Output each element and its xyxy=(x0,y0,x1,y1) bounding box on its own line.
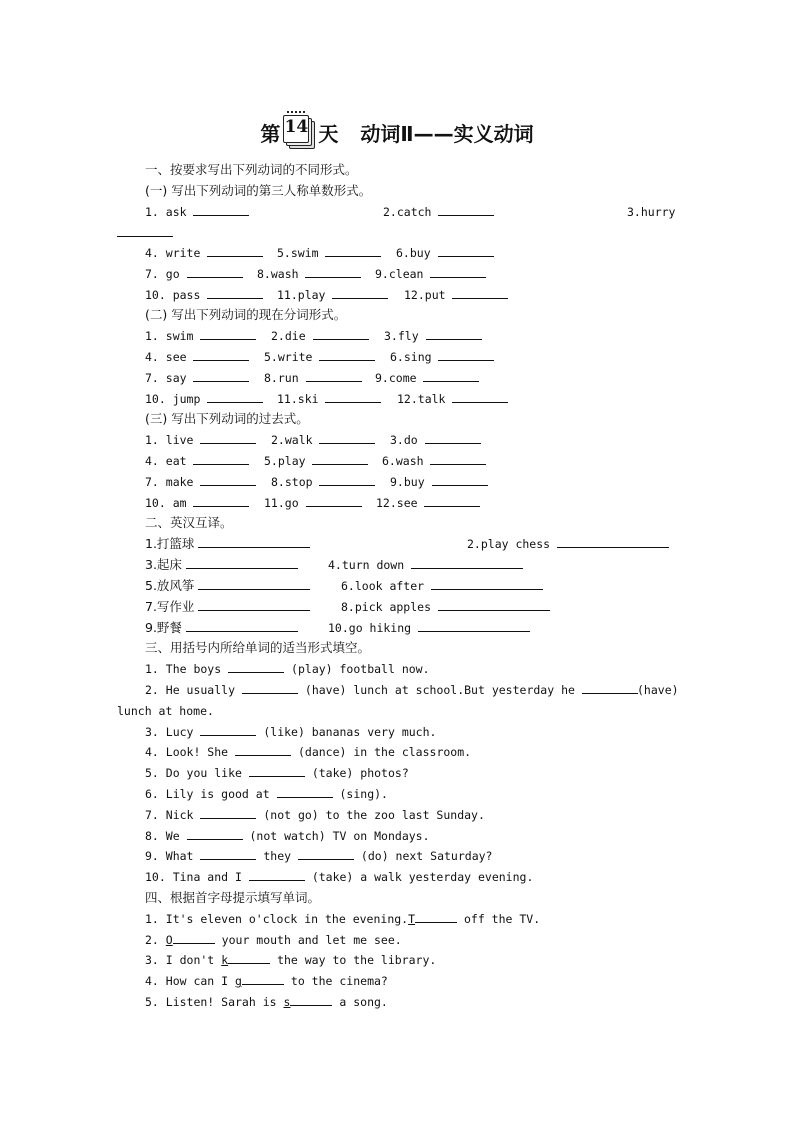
first-letter-hint: T xyxy=(408,912,416,926)
question-row xyxy=(145,805,485,825)
list-item: 10.go hiking xyxy=(328,621,412,635)
text-fragment xyxy=(404,285,508,305)
text-fragment: off the TV. xyxy=(463,912,541,926)
text-fragment xyxy=(257,264,361,284)
list-item: 2.die xyxy=(271,329,306,343)
answer-blank[interactable] xyxy=(187,826,243,840)
answer-blank[interactable] xyxy=(193,368,249,382)
text-fragment: 5. Listen! Sarah is xyxy=(145,995,277,1009)
question-row xyxy=(145,950,436,970)
text-fragment xyxy=(145,618,298,638)
page-title xyxy=(0,112,794,152)
answer-blank[interactable] xyxy=(207,389,263,403)
text-fragment: 4. Look! She xyxy=(145,745,229,759)
list-item: 7.写作业 xyxy=(145,599,195,614)
text-fragment xyxy=(145,347,249,367)
text-fragment: (have) lunch at school.But yesterday he xyxy=(304,683,575,697)
list-item: 1. swim xyxy=(145,329,194,343)
first-letter-hint: O xyxy=(165,933,173,947)
list-item: 4.turn down xyxy=(328,558,405,572)
question-row xyxy=(0,680,794,700)
section4-heading: 四、根据首字母提示填写单词。 xyxy=(145,890,321,905)
answer-blank[interactable] xyxy=(438,202,494,216)
answer-blank[interactable] xyxy=(415,909,457,923)
answer-blank[interactable] xyxy=(332,285,388,299)
text-fragment xyxy=(384,326,482,346)
first-letter-hint: k xyxy=(221,953,229,967)
answer-blank[interactable] xyxy=(319,430,375,444)
list-item: 3.hurry xyxy=(627,205,676,219)
text-fragment xyxy=(341,576,543,596)
list-item-row xyxy=(0,493,794,513)
list-item-row xyxy=(0,285,794,305)
answer-blank[interactable] xyxy=(193,202,249,216)
question-continuation: lunch at home. xyxy=(117,704,214,718)
answer-blank[interactable] xyxy=(432,472,488,486)
answer-blank[interactable] xyxy=(452,389,508,403)
text-fragment xyxy=(145,472,256,492)
list-item: 4. eat xyxy=(145,454,187,468)
text-fragment xyxy=(397,389,508,409)
list-item-row xyxy=(0,389,794,409)
text-fragment xyxy=(271,430,375,450)
list-item: 3.起床 xyxy=(145,557,182,572)
text-fragment: 7. Nick xyxy=(145,808,194,822)
text-fragment: 4. How can I xyxy=(145,974,229,988)
text-fragment xyxy=(145,597,310,617)
list-item: 6.buy xyxy=(396,246,431,260)
answer-blank[interactable] xyxy=(198,534,310,548)
question-row xyxy=(145,992,388,1012)
answer-blank[interactable] xyxy=(312,451,368,465)
list-item-row xyxy=(0,202,794,222)
text-fragment: (do) next Saturday? xyxy=(360,849,493,863)
answer-blank[interactable] xyxy=(277,784,333,798)
list-item-row xyxy=(0,326,794,346)
answer-blank[interactable] xyxy=(438,243,494,257)
text-fragment: 5. Do you like xyxy=(145,766,242,780)
text-fragment xyxy=(277,285,388,305)
answer-blank[interactable] xyxy=(173,930,215,944)
text-fragment: (take) a walk yesterday evening. xyxy=(311,870,534,884)
answer-blank[interactable] xyxy=(319,347,375,361)
answer-blank[interactable] xyxy=(426,326,482,340)
text-fragment: 10. Tina and I xyxy=(145,870,242,884)
answer-blank[interactable] xyxy=(200,326,256,340)
list-item: 6.look after xyxy=(341,579,425,593)
text-fragment: (dance) in the classroom. xyxy=(297,745,472,759)
text-fragment: (like) bananas very much. xyxy=(263,725,437,739)
list-item: 8.run xyxy=(264,371,299,385)
answer-blank[interactable] xyxy=(438,597,550,611)
answer-blank[interactable] xyxy=(582,680,638,694)
text-fragment: (play) football now. xyxy=(291,662,430,676)
answer-blank[interactable] xyxy=(200,805,256,819)
list-item-row xyxy=(0,576,794,596)
text-fragment xyxy=(390,430,481,450)
text-fragment xyxy=(145,264,243,284)
text-fragment xyxy=(396,243,494,263)
text-fragment xyxy=(145,680,638,700)
text-fragment xyxy=(145,326,256,346)
answer-blank[interactable] xyxy=(411,555,523,569)
text-fragment xyxy=(341,597,550,617)
list-item: 1.打篮球 xyxy=(145,536,195,551)
list-item: 10. am xyxy=(145,496,187,510)
list-item: 6.wash xyxy=(382,454,424,468)
answer-blank[interactable] xyxy=(306,493,362,507)
answer-blank[interactable] xyxy=(186,555,298,569)
question-row xyxy=(145,846,492,866)
section1-part2-heading: (二) 写出下列动词的现在分词形式。 xyxy=(145,307,347,322)
text-fragment xyxy=(328,618,530,638)
text-fragment xyxy=(145,430,256,450)
text-fragment xyxy=(328,555,523,575)
text-fragment xyxy=(383,202,494,222)
text-fragment xyxy=(264,493,362,513)
list-item: 6.sing xyxy=(390,350,432,364)
list-item: 4. write xyxy=(145,246,201,260)
answer-blank[interactable] xyxy=(193,451,249,465)
list-item: 7. say xyxy=(145,371,187,385)
text-fragment xyxy=(145,451,249,471)
list-item: 2.play chess xyxy=(467,537,551,551)
list-item: 2.walk xyxy=(271,433,313,447)
list-item: 10. pass xyxy=(145,288,201,302)
day-number: 14 xyxy=(284,117,309,137)
answer-blank[interactable] xyxy=(557,534,669,548)
text-fragment: 3. Lucy xyxy=(145,725,194,739)
section1-part3-heading: (三) 写出下列动词的过去式。 xyxy=(145,411,309,426)
list-item: 1. live xyxy=(145,433,194,447)
text-fragment xyxy=(271,326,369,346)
text-fragment xyxy=(145,285,263,305)
text-fragment: 9. What xyxy=(145,849,194,863)
text-fragment xyxy=(382,451,486,471)
answer-blank[interactable] xyxy=(200,430,256,444)
answer-blank[interactable] xyxy=(207,285,263,299)
answer-blank[interactable] xyxy=(290,992,332,1006)
text-fragment xyxy=(264,347,375,367)
text-fragment xyxy=(375,264,486,284)
first-letter-hint: g xyxy=(235,974,242,988)
text-fragment: (have) xyxy=(637,683,679,697)
answer-blank[interactable] xyxy=(207,243,263,257)
list-item: 3.fly xyxy=(384,329,419,343)
answer-blank[interactable] xyxy=(438,347,494,361)
text-fragment xyxy=(375,368,479,388)
question-row xyxy=(145,742,471,762)
list-item: 9.clean xyxy=(375,267,424,281)
list-item: 5.play xyxy=(264,454,306,468)
list-item: 12.see xyxy=(376,496,418,510)
section2-heading: 二、英汉互译。 xyxy=(145,515,233,530)
question-row xyxy=(145,971,388,991)
list-item: 9.野餐 xyxy=(145,620,182,635)
text-fragment: the way to the library. xyxy=(277,953,437,967)
answer-blank[interactable] xyxy=(418,618,530,632)
list-item: 4. see xyxy=(145,350,187,364)
list-item: 5.swim xyxy=(277,246,319,260)
section3-heading: 三、用括号内所给单词的适当形式填空。 xyxy=(145,640,371,655)
answer-blank[interactable] xyxy=(249,763,305,777)
answer-blank[interactable] xyxy=(117,223,173,237)
text-fragment xyxy=(145,493,249,513)
text-fragment: (sing). xyxy=(339,787,388,801)
text-fragment: 6. Lily is good at xyxy=(145,787,270,801)
first-letter-hint: s xyxy=(283,995,291,1009)
text-fragment xyxy=(390,472,488,492)
text-fragment xyxy=(467,534,669,554)
answer-blank[interactable] xyxy=(313,326,369,340)
text-fragment: 2. xyxy=(145,933,159,947)
answer-blank[interactable] xyxy=(424,493,480,507)
list-item-row xyxy=(0,555,794,575)
answer-blank[interactable] xyxy=(193,493,249,507)
text-fragment xyxy=(627,202,675,222)
list-item: 11.play xyxy=(277,288,326,302)
text-fragment: (not go) to the zoo last Sunday. xyxy=(263,808,485,822)
text-fragment: 1. The boys xyxy=(145,662,222,676)
title-prefix: 第 xyxy=(260,121,281,146)
text-fragment xyxy=(271,472,375,492)
answer-blank[interactable] xyxy=(187,264,243,278)
list-item-row xyxy=(0,430,794,450)
list-item: 12.talk xyxy=(397,392,446,406)
calendar-icon xyxy=(283,115,315,149)
section1-heading: 一、按要求写出下列动词的不同形式。 xyxy=(145,162,358,177)
answer-blank[interactable] xyxy=(325,243,381,257)
list-item: 8.wash xyxy=(257,267,299,281)
answer-blank[interactable] xyxy=(325,389,381,403)
list-item: 3.do xyxy=(390,433,418,447)
list-item-row xyxy=(0,243,794,263)
text-fragment: (not watch) TV on Mondays. xyxy=(249,829,430,843)
answer-blank[interactable] xyxy=(306,368,362,382)
list-item: 8.stop xyxy=(271,475,313,489)
text-fragment: 1. It's eleven o'clock in the evening. xyxy=(145,912,409,926)
list-item-row xyxy=(0,597,794,617)
title-suffix: 天 xyxy=(318,121,339,146)
answer-blank[interactable] xyxy=(298,846,354,860)
list-item: 5.放风筝 xyxy=(145,578,195,593)
list-item: 5.write xyxy=(264,350,313,364)
list-item: 11.ski xyxy=(277,392,319,406)
question-row xyxy=(145,930,402,950)
answer-blank[interactable] xyxy=(425,430,481,444)
answer-blank[interactable] xyxy=(193,347,249,361)
answer-blank[interactable] xyxy=(423,368,479,382)
question-row xyxy=(145,659,430,679)
list-item: 1. ask xyxy=(145,205,187,219)
list-item: 11.go xyxy=(264,496,299,510)
answer-blank[interactable] xyxy=(452,285,508,299)
text-fragment xyxy=(264,368,362,388)
text-fragment: 8. We xyxy=(145,829,180,843)
text-fragment xyxy=(145,534,310,554)
answer-blank[interactable] xyxy=(228,950,270,964)
text-fragment xyxy=(376,493,480,513)
text-fragment xyxy=(145,555,298,575)
answer-blank[interactable] xyxy=(242,680,298,694)
text-fragment xyxy=(277,243,381,263)
text-fragment xyxy=(145,389,263,409)
text-fragment xyxy=(145,243,263,263)
question-row xyxy=(145,826,430,846)
text-fragment xyxy=(145,202,249,222)
text-fragment: to the cinema? xyxy=(290,974,388,988)
list-item-row xyxy=(0,264,794,284)
text-fragment: your mouth and let me see. xyxy=(221,933,402,947)
answer-blank[interactable] xyxy=(200,722,256,736)
list-item: 7. go xyxy=(145,267,180,281)
question-row xyxy=(145,763,409,783)
question-row xyxy=(145,867,533,887)
list-item: 10. jump xyxy=(145,392,201,406)
answer-blank[interactable] xyxy=(249,867,305,881)
question-row xyxy=(145,784,388,804)
title-topic: 动词Ⅱ——实义动词 xyxy=(360,121,534,146)
list-item: 8.pick apples xyxy=(341,600,432,614)
answer-blank[interactable] xyxy=(319,472,375,486)
list-item-row xyxy=(0,618,794,638)
answer-blank[interactable] xyxy=(430,264,486,278)
list-item-row xyxy=(0,472,794,492)
text-fragment xyxy=(264,451,368,471)
answer-blank[interactable] xyxy=(305,264,361,278)
text-fragment: (take) photos? xyxy=(311,766,409,780)
list-item: 9.buy xyxy=(390,475,425,489)
text-fragment: 3. I don't xyxy=(145,953,215,967)
text-fragment xyxy=(145,576,310,596)
list-item: 2.catch xyxy=(383,205,432,219)
answer-blank[interactable] xyxy=(198,597,310,611)
question-row xyxy=(145,722,436,742)
list-item-row xyxy=(0,368,794,388)
answer-blank[interactable] xyxy=(242,971,284,985)
list-item-row xyxy=(0,347,794,367)
list-item: 9.come xyxy=(375,371,417,385)
list-item: 12.put xyxy=(404,288,446,302)
answer-blank[interactable] xyxy=(198,576,310,590)
text-fragment: 2. He usually xyxy=(145,683,236,697)
section1-part1-heading: (一) 写出下列动词的第三人称单数形式。 xyxy=(145,183,372,198)
answer-blank[interactable] xyxy=(228,659,284,673)
answer-blank[interactable] xyxy=(200,846,256,860)
text-fragment xyxy=(390,347,494,367)
answer-blank[interactable] xyxy=(431,576,543,590)
question-row xyxy=(145,909,540,929)
answer-blank[interactable] xyxy=(200,472,256,486)
answer-blank[interactable] xyxy=(186,618,298,632)
text-fragment xyxy=(145,368,249,388)
text-fragment: a song. xyxy=(339,995,388,1009)
wrapped-blank-line xyxy=(117,223,173,243)
list-item: 7. make xyxy=(145,475,194,489)
list-item-row xyxy=(0,534,794,554)
list-item-row xyxy=(0,451,794,471)
text-fragment: they xyxy=(263,849,292,863)
answer-blank[interactable] xyxy=(430,451,486,465)
answer-blank[interactable] xyxy=(235,742,291,756)
text-fragment xyxy=(277,389,381,409)
